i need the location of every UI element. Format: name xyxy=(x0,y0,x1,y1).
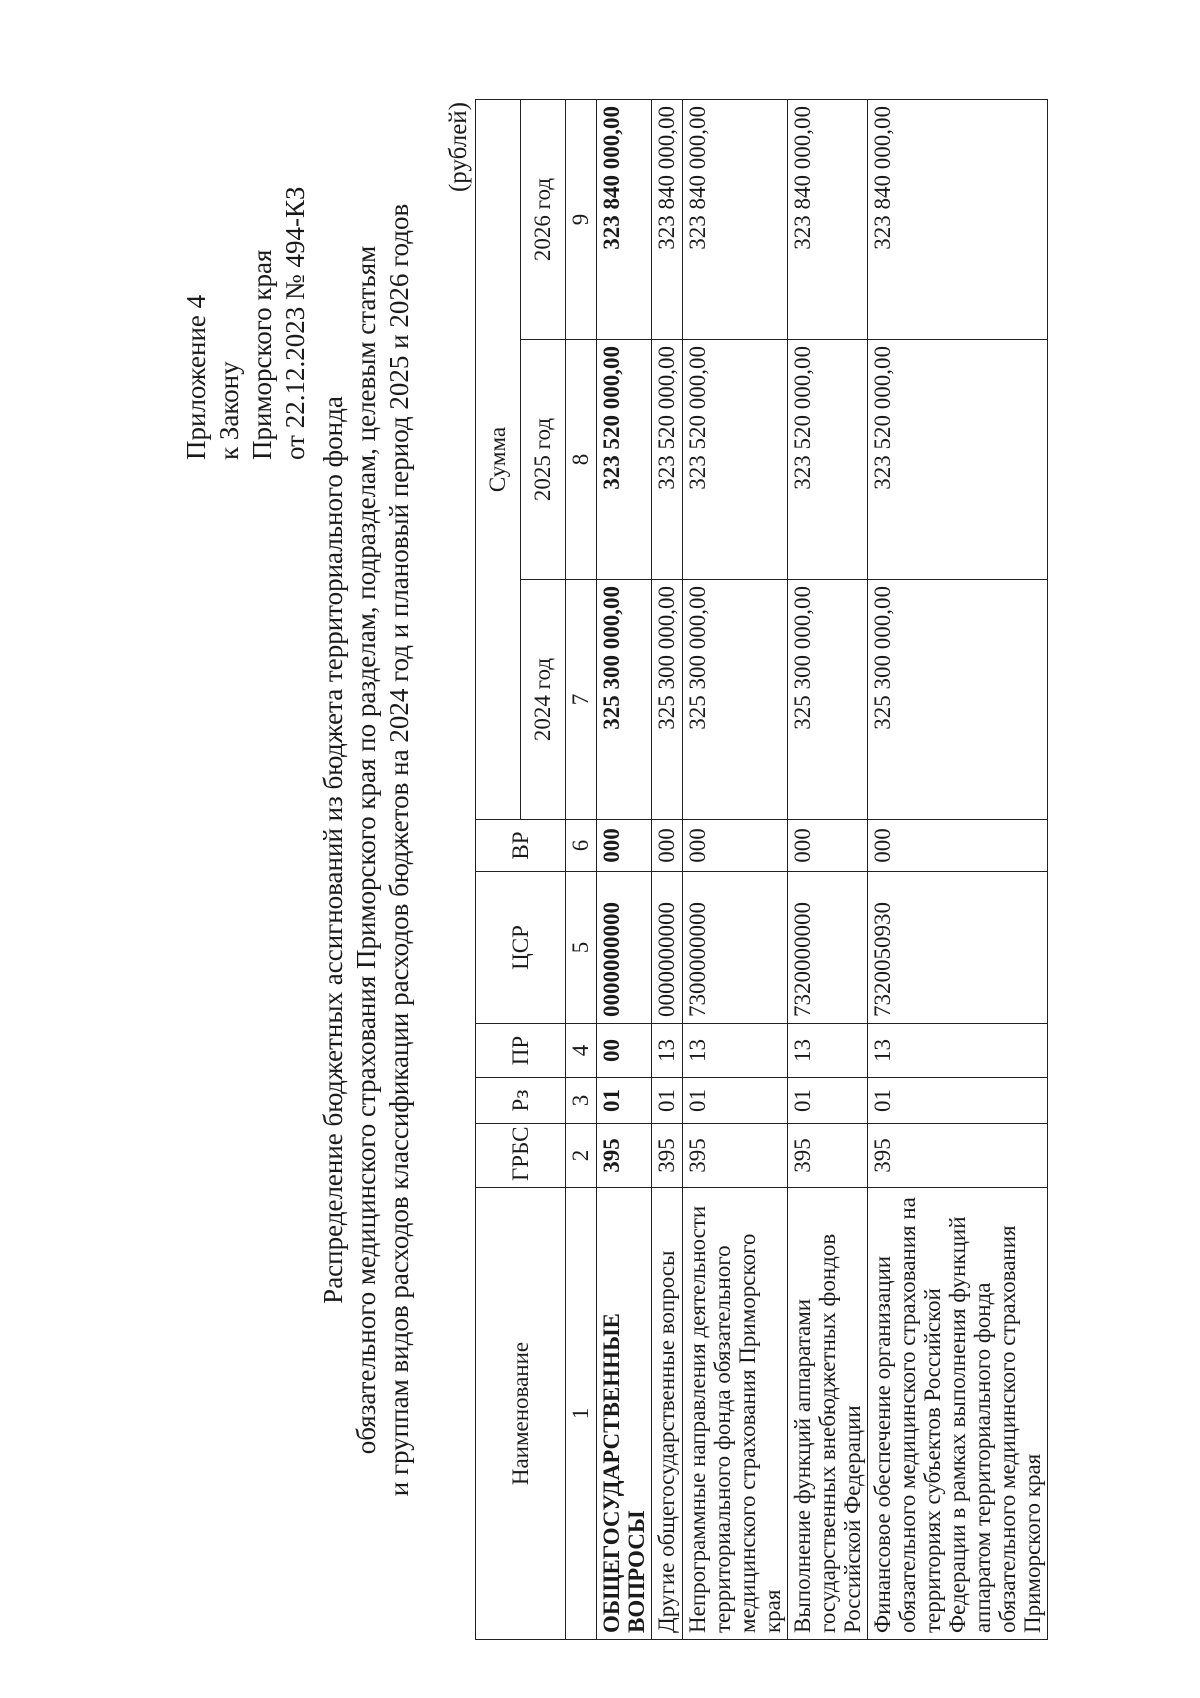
row-grbs: 395 xyxy=(788,1124,868,1188)
budget-table xyxy=(475,99,1048,1640)
appendix-line: Приложение 4 xyxy=(181,294,211,460)
row-sum-2026: 323 840 000,00 xyxy=(683,100,788,340)
title-line: и группам видов расходов классификации расходов бюджетов на 2024 год и плановый период 2025 и 2026 годов xyxy=(384,203,414,1497)
column-index: 8 xyxy=(566,340,597,580)
row-csr: 0000000000 xyxy=(597,872,652,1024)
row-sum-2024: 325 300 000,00 xyxy=(652,580,683,820)
row-pr: 13 xyxy=(652,1024,683,1078)
row-name: Выполнение функций аппаратами государственных внебюджетных фондов Российской Федерации xyxy=(788,1188,868,1640)
table-row xyxy=(683,100,788,1640)
row-sum-2025: 323 520 000,00 xyxy=(683,340,788,580)
header-grbs: ГРБС xyxy=(476,1124,566,1188)
row-rz: 01 xyxy=(868,1078,1048,1124)
table-row xyxy=(652,100,683,1640)
header-pr: ПР xyxy=(476,1024,566,1078)
table-row xyxy=(788,100,868,1640)
row-rz: 01 xyxy=(597,1078,652,1124)
title-line: обязательного медицинского страхования Приморского края по разделам, подразделам, целевым статьям xyxy=(351,245,381,1455)
column-index: 1 xyxy=(566,1188,597,1640)
column-index: 9 xyxy=(566,100,597,340)
row-grbs: 395 xyxy=(868,1124,1048,1188)
column-index-row xyxy=(566,100,597,1640)
row-name: Финансовое обеспечение организации обязательного медицинского страхования на территориях субъектов Российской Федерации в рамках выполнения функций аппаратом территориального фонда обязательного медицинского страхования Приморского края xyxy=(868,1188,1048,1640)
row-sum-2025: 323 520 000,00 xyxy=(868,340,1048,580)
header-csr: ЦСР xyxy=(476,872,566,1024)
row-csr: 7320050930 xyxy=(868,872,1048,1024)
row-name: Другие общегосударственные вопросы xyxy=(652,1188,683,1640)
row-sum-2024: 325 300 000,00 xyxy=(868,580,1048,820)
appendix-line: Приморского края xyxy=(247,249,277,460)
row-rz: 01 xyxy=(788,1078,868,1124)
row-sum-2024: 325 300 000,00 xyxy=(597,580,652,820)
row-vr: 000 xyxy=(868,820,1048,872)
appendix-line: к Закону xyxy=(214,361,244,460)
row-rz: 01 xyxy=(683,1078,788,1124)
row-sum-2025: 323 520 000,00 xyxy=(597,340,652,580)
header-sum: Сумма xyxy=(476,100,521,820)
row-vr: 000 xyxy=(597,820,652,872)
header-year-2026: 2026 год xyxy=(521,100,566,340)
row-sum-2026: 323 840 000,00 xyxy=(868,100,1048,340)
row-grbs: 395 xyxy=(597,1124,652,1188)
header-vr: ВР xyxy=(476,820,566,872)
header-year-2024: 2024 год xyxy=(521,580,566,820)
row-pr: 13 xyxy=(788,1024,868,1078)
appendix-line: от 22.12.2023 № 494-КЗ xyxy=(280,186,310,460)
row-grbs: 395 xyxy=(683,1124,788,1188)
row-pr: 13 xyxy=(683,1024,788,1078)
row-pr: 13 xyxy=(868,1024,1048,1078)
units-label: (рублей) xyxy=(445,102,472,193)
header-name: Наименование xyxy=(476,1188,566,1640)
row-sum-2024: 325 300 000,00 xyxy=(683,580,788,820)
document-title xyxy=(317,60,416,1640)
row-sum-2025: 323 520 000,00 xyxy=(788,340,868,580)
column-index: 3 xyxy=(566,1078,597,1124)
row-sum-2026: 323 840 000,00 xyxy=(788,100,868,340)
row-vr: 000 xyxy=(788,820,868,872)
title-line: Распределение бюджетных ассигнований из бюджета территориального фонда xyxy=(318,396,348,1304)
row-sum-2025: 323 520 000,00 xyxy=(652,340,683,580)
header-rz: Рз xyxy=(476,1078,566,1124)
column-index: 2 xyxy=(566,1124,597,1188)
header-year-2025: 2025 год xyxy=(521,340,566,580)
row-sum-2026: 323 840 000,00 xyxy=(597,100,652,340)
row-grbs: 395 xyxy=(652,1124,683,1188)
column-index: 7 xyxy=(566,580,597,820)
row-rz: 01 xyxy=(652,1078,683,1124)
table-row xyxy=(597,100,652,1640)
row-vr: 000 xyxy=(652,820,683,872)
row-name: ОБЩЕГОСУДАРСТВЕННЫЕ ВОПРОСЫ xyxy=(597,1188,652,1640)
row-csr: 0000000000 xyxy=(652,872,683,1024)
appendix-header xyxy=(180,187,312,460)
row-name: Непрограммные направления деятельности территориального фонда обязательного медицинского страхования Приморского края xyxy=(683,1188,788,1640)
rotated-document-page xyxy=(85,60,1115,1640)
column-index: 4 xyxy=(566,1024,597,1078)
column-index: 5 xyxy=(566,872,597,1024)
row-csr: 7300000000 xyxy=(683,872,788,1024)
row-sum-2026: 323 840 000,00 xyxy=(652,100,683,340)
column-index: 6 xyxy=(566,820,597,872)
row-csr: 7320000000 xyxy=(788,872,868,1024)
row-pr: 00 xyxy=(597,1024,652,1078)
row-vr: 000 xyxy=(683,820,788,872)
table-row xyxy=(868,100,1048,1640)
row-sum-2024: 325 300 000,00 xyxy=(788,580,868,820)
